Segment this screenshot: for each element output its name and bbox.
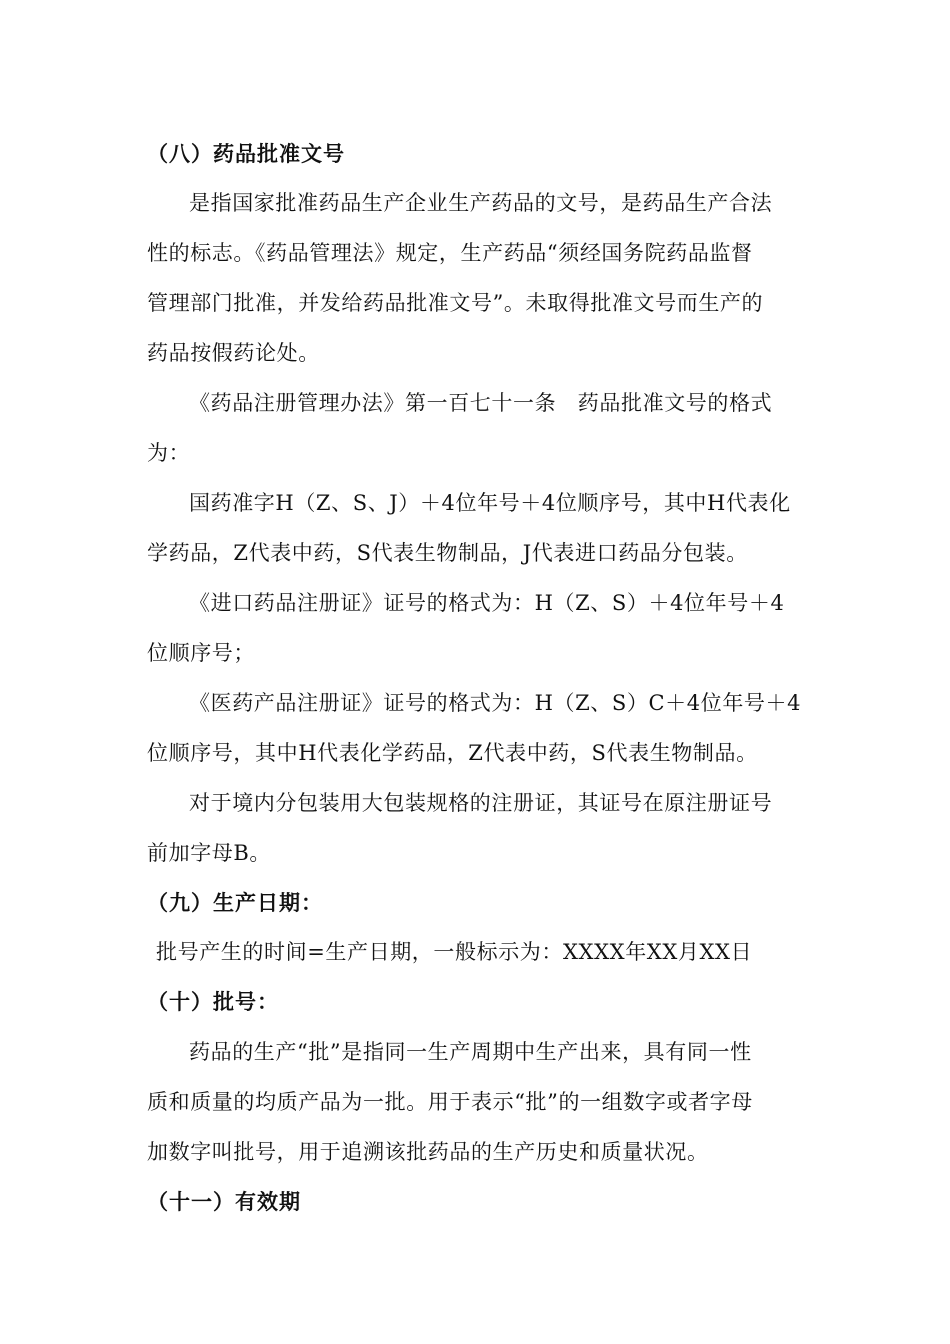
paragraph-line: 《医药产品注册证》证号的格式为：H（Z、S）C＋4位年号＋4 <box>189 691 802 715</box>
paragraph-line: 《进口药品注册证》证号的格式为：H（Z、S）＋4位年号＋4 <box>189 591 785 615</box>
paragraph-line: 批号产生的时间=生产日期，一般标示为：XXXX年XX月XX日 <box>156 940 753 964</box>
paragraph-line: 位顺序号； <box>147 641 255 665</box>
paragraph-line: 学药品，Z代表中药，S代表生物制品，J代表进口药品分包装。 <box>147 541 748 565</box>
paragraph-line: 药品按假药论处。 <box>147 341 320 365</box>
section-heading-9: （九）生产日期： <box>147 890 323 915</box>
paragraph-line: 位顺序号，其中H代表化学药品，Z代表中药，S代表生物制品。 <box>147 741 758 765</box>
paragraph-line: 前加字母B。 <box>147 841 272 865</box>
paragraph-line: 性的标志。《药品管理法》规定，生产药品“须经国务院药品监督 <box>147 241 753 265</box>
paragraph-line: 药品的生产“批”是指同一生产周期中生产出来，具有同一性 <box>189 1040 752 1064</box>
paragraph-line: 对于境内分包装用大包装规格的注册证，其证号在原注册证号 <box>189 791 773 815</box>
paragraph-line: 是指国家批准药品生产企业生产药品的文号，是药品生产合法 <box>189 191 773 215</box>
section-heading-10: （十）批号： <box>147 989 279 1014</box>
paragraph-line: 管理部门批准，并发给药品批准文号”。未取得批准文号而生产的 <box>147 291 764 315</box>
section-heading-8: （八）药品批准文号 <box>147 141 345 166</box>
paragraph-line: 加数字叫批号，用于追溯该批药品的生产历史和质量状况。 <box>147 1140 709 1164</box>
paragraph-line: 为： <box>147 441 191 465</box>
section-heading-11: （十一）有效期 <box>147 1189 301 1214</box>
paragraph-line: 质和质量的均质产品为一批。用于表示“批”的一组数字或者字母 <box>147 1090 753 1114</box>
paragraph-line: 国药准字H（Z、S、J）＋4位年号＋4位顺序号，其中H代表化 <box>189 491 791 515</box>
paragraph-line: 《药品注册管理办法》第一百七十一条 药品批准文号的格式 <box>189 391 773 415</box>
